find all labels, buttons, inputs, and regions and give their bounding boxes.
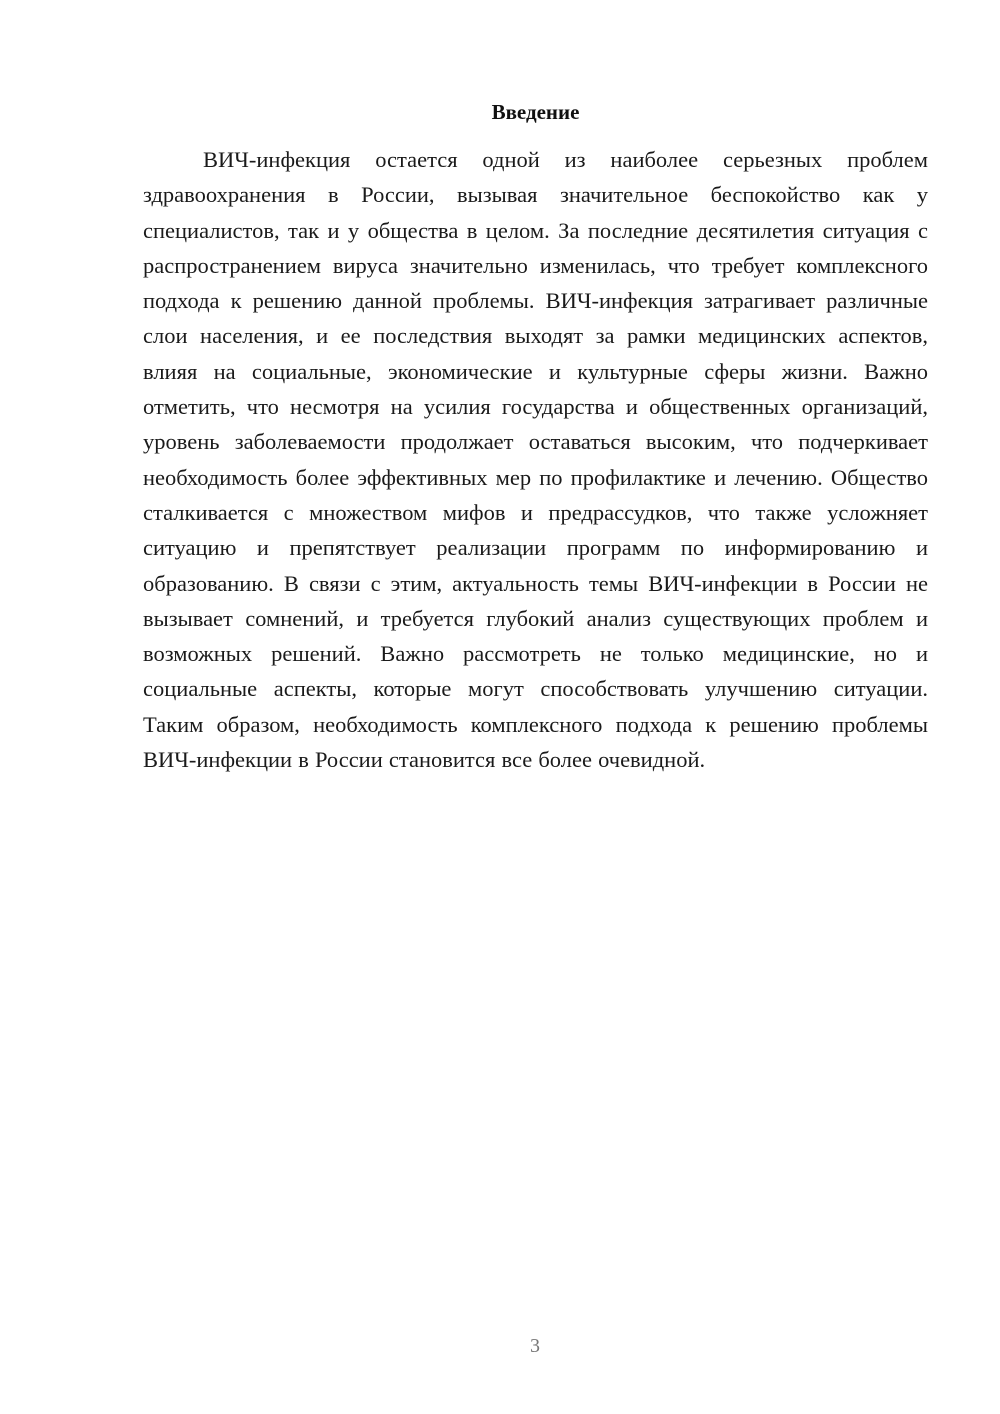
section-heading: Введение	[491, 100, 580, 124]
body-paragraph: ВИЧ-инфекция остается одной из наиболее серьезных проблем здравоохранения в России, вызывая значительное беспокойство как у специалистов, так и у общества в целом. За последние десятилетия ситуация с распространением вируса значительно изменилась, что требует комплексного подхода к решению данной проблемы. ВИЧ-инфекция затрагивает различные слои населения, и ее последствия выходят за рамки медицинских аспектов, влияя на социальные, экономические и культурные сферы жизни. Важно отметить, что несмотря на усилия государства и общественных организаций, уровень заболеваемости продолжает оставаться высоким, что подчеркивает необходимость более эффективных мер по профилактике и лечению. Общество сталкивается с множеством мифов и предрассудков, что также усложняет ситуацию и препятствует реализации программ по информированию и образованию. В связи с этим, актуальность темы ВИЧ-инфекции в России не вызывает сомнений, и требуется глубокий анализ существующих проблем и возможных решений. Важно рассмотреть не только медицинские, но и социальные аспекты, которые могут способствовать улучшению ситуации. Таким образом, необходимость комплексного подхода к решению проблемы ВИЧ-инфекции в России становится все более очевидной.	[143, 147, 928, 773]
page-number: 3	[530, 1335, 540, 1357]
